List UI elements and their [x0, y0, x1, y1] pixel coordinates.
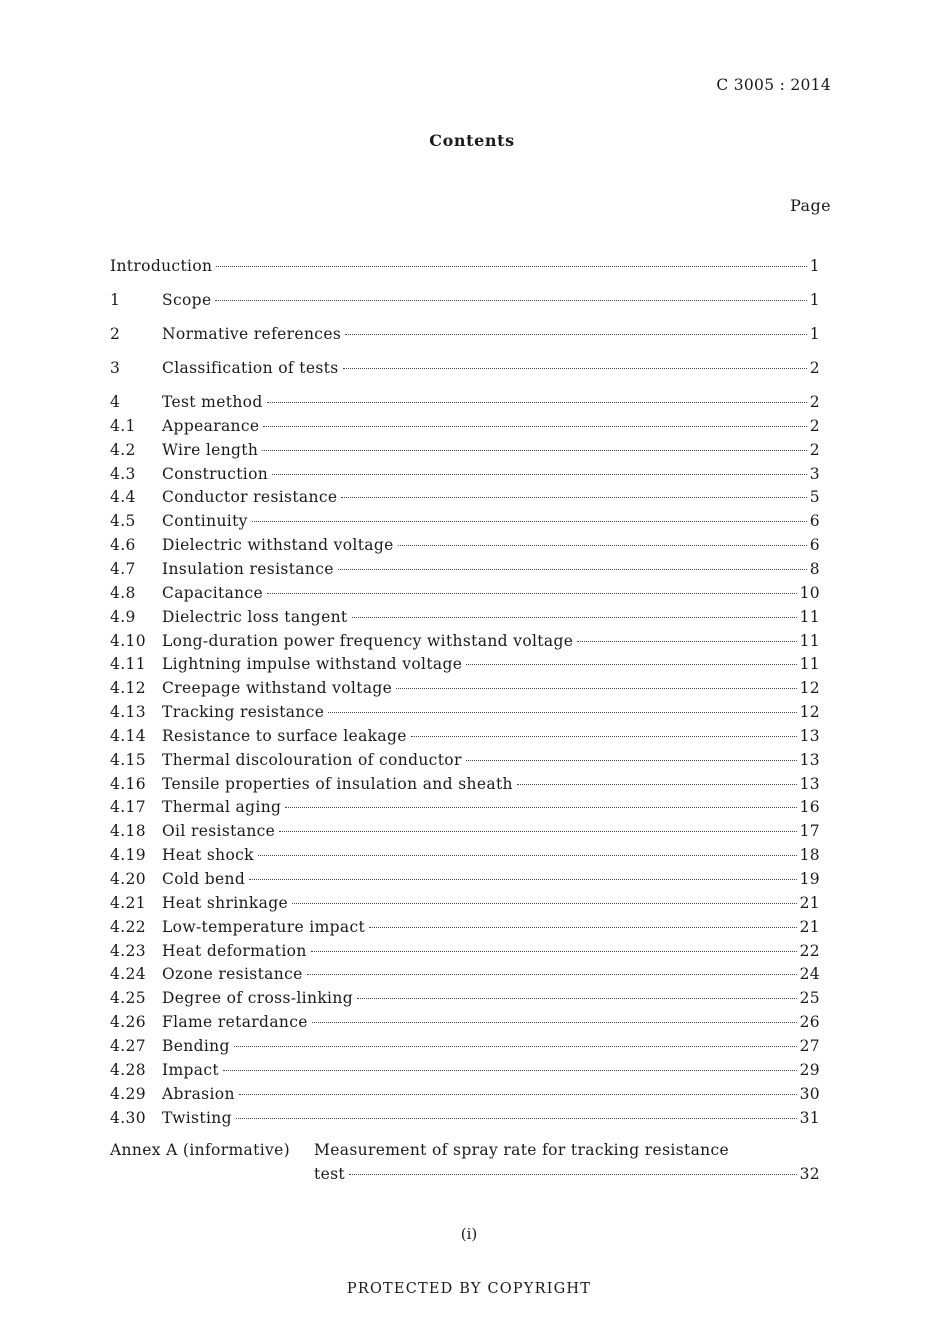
dot-leader: [258, 855, 797, 856]
toc-entry-number: 4.6: [110, 536, 136, 554]
toc-entry-title: Test method: [162, 393, 263, 411]
toc-entry-number: 4.25: [110, 989, 146, 1007]
toc-entry-title: Heat deformation: [162, 942, 307, 960]
annex-entry-continued[interactable]: [314, 1165, 820, 1187]
page-column-label: Page: [790, 196, 831, 215]
toc-entry-page: 17: [799, 822, 820, 840]
toc-entry-number: 4.26: [110, 1013, 146, 1031]
toc-entry-page: 3: [809, 465, 820, 483]
toc-entry[interactable]: [110, 965, 820, 987]
toc-entry[interactable]: [110, 536, 820, 558]
copyright-notice: PROTECTED BY COPYRIGHT: [346, 1281, 592, 1297]
dot-leader: [216, 266, 806, 267]
toc-entry-number: 4.7: [110, 560, 136, 578]
toc-entry-title: Heat shrinkage: [162, 894, 289, 912]
toc-entry[interactable]: [110, 488, 820, 510]
dot-leader: [466, 664, 796, 665]
toc-entry-title: Low-temperature impact: [162, 918, 366, 936]
toc-entry[interactable]: [110, 359, 820, 381]
dot-leader: [307, 974, 797, 975]
toc-entry-number: 4.15: [110, 751, 146, 769]
dot-leader: [267, 402, 807, 403]
toc-entry[interactable]: [110, 822, 820, 844]
toc-entry[interactable]: [110, 655, 820, 677]
dot-leader: [262, 450, 807, 451]
toc-entry-page: 1: [809, 291, 820, 309]
dot-leader: [234, 1046, 797, 1047]
annex-title-continued: test: [314, 1165, 345, 1183]
toc-entry[interactable]: [110, 894, 820, 916]
toc-entry-number: 4.11: [110, 655, 146, 673]
toc-entry-page: 13: [799, 775, 820, 793]
toc-entry-title: Dielectric withstand voltage: [162, 536, 394, 554]
dot-leader: [267, 593, 797, 594]
toc-entry-title: Bending: [162, 1037, 230, 1055]
toc-entry-page: 11: [799, 632, 820, 650]
toc-entry-title: Resistance to surface leakage: [162, 727, 407, 745]
toc-entry-number: 4.12: [110, 679, 146, 697]
toc-entry-page: 21: [799, 918, 820, 936]
toc-entry-number: 4.21: [110, 894, 146, 912]
toc-entry-page: 25: [799, 989, 820, 1007]
toc-entry-number: 1: [110, 291, 121, 309]
toc-entry-page: 13: [799, 751, 820, 769]
toc-entry[interactable]: [110, 727, 820, 749]
annex-title: Measurement of spray rate for tracking resistance: [314, 1141, 730, 1159]
dot-leader: [328, 712, 796, 713]
toc-entry-number: 4.3: [110, 465, 136, 483]
toc-entry-title: Abrasion: [162, 1085, 235, 1103]
toc-entry-page: 22: [799, 942, 820, 960]
toc-entry-number: 4.10: [110, 632, 146, 650]
toc-entry-number: 2: [110, 325, 121, 343]
dot-leader: [357, 998, 797, 999]
toc-entry-number: 3: [110, 359, 121, 377]
toc-entry-page: 11: [799, 608, 820, 626]
toc-entry-number: 4.20: [110, 870, 146, 888]
dot-leader: [343, 368, 807, 369]
dot-leader: [279, 831, 796, 832]
dot-leader: [249, 879, 796, 880]
toc-entry[interactable]: [110, 1013, 820, 1035]
toc-entry[interactable]: [110, 1061, 820, 1083]
toc-entry-title: Long-duration power frequency withstand voltage: [162, 632, 574, 650]
toc-entry-page: 21: [799, 894, 820, 912]
toc-entry[interactable]: [110, 989, 820, 1011]
dot-leader: [466, 760, 797, 761]
dot-leader: [285, 807, 796, 808]
toc-entry-title: Scope: [162, 291, 212, 309]
toc-entry-page: 29: [799, 1061, 820, 1079]
toc-entry-number: 4.4: [110, 488, 136, 506]
dot-leader: [369, 927, 796, 928]
toc-entry-title: Dielectric loss tangent: [162, 608, 348, 626]
toc-entry-number: 4.17: [110, 798, 146, 816]
toc-entry-title: Construction: [162, 465, 269, 483]
toc-entry-title: Cold bend: [162, 870, 246, 888]
toc-entry-page: 27: [799, 1037, 820, 1055]
toc-entry[interactable]: [110, 870, 820, 892]
dot-leader: [223, 1070, 797, 1071]
toc-entry-number: 4.13: [110, 703, 146, 721]
standard-id: C 3005 : 2014: [716, 76, 831, 94]
toc-entry[interactable]: [110, 393, 820, 415]
toc-entry-page: 19: [799, 870, 820, 888]
toc-entry-page: 16: [799, 798, 820, 816]
toc-entry-page: 2: [809, 359, 820, 377]
toc-entry-title: Impact: [162, 1061, 219, 1079]
annex-page: 32: [799, 1165, 820, 1183]
toc-entry[interactable]: [110, 465, 820, 487]
toc-entry-page: 12: [799, 703, 820, 721]
toc-entry-title: Normative references: [162, 325, 342, 343]
toc-entry-number: 4.27: [110, 1037, 146, 1055]
toc-entry-title: Conductor resistance: [162, 488, 338, 506]
toc-entry[interactable]: [110, 751, 820, 773]
annex-label: Annex A (informative): [110, 1141, 291, 1159]
toc-entry-title: Ozone resistance: [162, 965, 303, 983]
toc-entry-page: 12: [799, 679, 820, 697]
dot-leader: [398, 545, 807, 546]
dot-leader: [396, 688, 796, 689]
toc-entry-title: Tracking resistance: [162, 703, 325, 721]
toc-entry[interactable]: [110, 798, 820, 820]
toc-entry[interactable]: [110, 584, 820, 606]
dot-leader: [577, 641, 796, 642]
toc-entry-title: Flame retardance: [162, 1013, 308, 1031]
toc-entry-title: Thermal discolouration of conductor: [162, 751, 462, 769]
toc-entry-page: 30: [799, 1085, 820, 1103]
toc-entry[interactable]: [110, 608, 820, 630]
toc-entry-number: 4: [110, 393, 121, 411]
toc-entry-title: Twisting: [162, 1109, 232, 1127]
toc-entry[interactable]: [110, 325, 820, 347]
toc-entry[interactable]: [110, 417, 820, 439]
toc-entry-number: 4.30: [110, 1109, 146, 1127]
toc-entry[interactable]: [110, 257, 820, 279]
toc-entry-number: 4.5: [110, 512, 136, 530]
dot-leader: [272, 474, 807, 475]
dot-leader: [312, 1022, 797, 1023]
toc-entry-page: 1: [809, 257, 820, 275]
toc-entry[interactable]: [110, 291, 820, 313]
page-number: (i): [460, 1225, 478, 1243]
toc-entry-number: 4.9: [110, 608, 136, 626]
dot-leader: [215, 300, 806, 301]
toc-entry[interactable]: [110, 560, 820, 582]
toc-entry-number: 4.16: [110, 775, 146, 793]
toc-entry-page: 6: [809, 536, 820, 554]
dot-leader: [236, 1118, 797, 1119]
toc-entry[interactable]: [110, 441, 820, 463]
toc-entry-page: 2: [809, 441, 820, 459]
toc-entry-title: Insulation resistance: [162, 560, 334, 578]
toc-entry[interactable]: [110, 1085, 820, 1107]
toc-entry-title: Thermal aging: [162, 798, 282, 816]
dot-leader: [517, 784, 797, 785]
toc-entry-number: 4.23: [110, 942, 146, 960]
dot-leader: [345, 334, 807, 335]
toc-entry[interactable]: [110, 679, 820, 701]
toc-entry[interactable]: [110, 775, 820, 797]
toc-entry-title: Tensile properties of insulation and sheath: [162, 775, 513, 793]
dot-leader: [349, 1174, 797, 1175]
contents-title: Contents: [429, 131, 515, 150]
toc-entry-number: 4.18: [110, 822, 146, 840]
toc-entry-page: 1: [809, 325, 820, 343]
toc-entry-number: 4.24: [110, 965, 146, 983]
toc-entry-title: Heat shock: [162, 846, 254, 864]
toc-entry[interactable]: [110, 703, 820, 725]
toc-entry-number: 4.28: [110, 1061, 146, 1079]
dot-leader: [311, 951, 797, 952]
toc-entry-page: 2: [809, 393, 820, 411]
dot-leader: [411, 736, 797, 737]
dot-leader: [341, 497, 806, 498]
toc-entry[interactable]: [110, 1109, 820, 1131]
toc-entry-number: 4.14: [110, 727, 146, 745]
toc-entry-page: 8: [809, 560, 820, 578]
toc-entry-page: 31: [799, 1109, 820, 1127]
toc-entry-page: 18: [799, 846, 820, 864]
toc-entry-page: 6: [809, 512, 820, 530]
toc-entry-page: 24: [799, 965, 820, 983]
toc-entry[interactable]: [110, 512, 820, 534]
toc-entry-number: 4.19: [110, 846, 146, 864]
toc-entry-title: Oil resistance: [162, 822, 276, 840]
toc-entry[interactable]: [110, 942, 820, 964]
toc-entry-page: 5: [809, 488, 820, 506]
toc-entry[interactable]: [110, 1037, 820, 1059]
toc-entry-page: 26: [799, 1013, 820, 1031]
toc-entry-number: 4.1: [110, 417, 136, 435]
dot-leader: [338, 569, 807, 570]
toc-entry-title: Appearance: [162, 417, 260, 435]
toc-entry-title: Continuity: [162, 512, 248, 530]
toc-entry[interactable]: [110, 918, 820, 940]
toc-entry-title: Creepage withstand voltage: [162, 679, 393, 697]
toc-entry-title: Lightning impulse withstand voltage: [162, 655, 463, 673]
dot-leader: [239, 1094, 797, 1095]
toc-entry-page: 10: [799, 584, 820, 602]
toc-entry-title: Classification of tests: [162, 359, 339, 377]
toc-entry-number: 4.29: [110, 1085, 146, 1103]
toc-entry-page: 13: [799, 727, 820, 745]
annex-entry[interactable]: [110, 1141, 820, 1163]
toc-entry-number: 4.22: [110, 918, 146, 936]
dot-leader: [263, 426, 806, 427]
dot-leader: [292, 903, 797, 904]
toc-entry-number: 4.2: [110, 441, 136, 459]
toc-entry-title: Wire length: [162, 441, 259, 459]
toc-entry-title: Degree of cross-linking: [162, 989, 353, 1007]
toc-entry-number: 4.8: [110, 584, 136, 602]
toc-entry-page: 2: [809, 417, 820, 435]
toc-entry-title: Capacitance: [162, 584, 264, 602]
toc-entry-title: Introduction: [110, 257, 213, 275]
dot-leader: [352, 617, 797, 618]
toc-entry[interactable]: [110, 846, 820, 868]
toc-entry-page: 11: [799, 655, 820, 673]
dot-leader: [252, 521, 807, 522]
toc-entry[interactable]: [110, 632, 820, 654]
